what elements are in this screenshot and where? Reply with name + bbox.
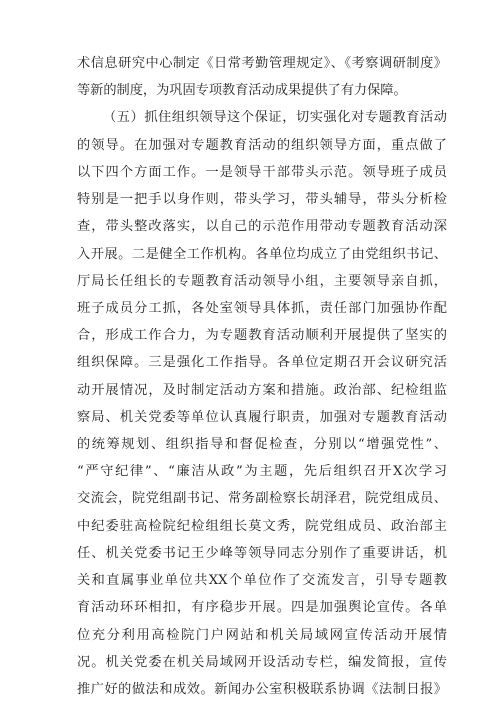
text-line: 合，形成工作合力，为专题教育活动顺利开展提供了坚实的	[77, 328, 447, 343]
text-line: 任、机关党委书记王少峰等领导同志分别作了重要讲话，机	[77, 546, 447, 561]
text-line: 育活动环环相扣，有序稳步开展。四是加强舆论宣传。各单	[77, 600, 447, 615]
text-line: 查，带头整改落实，以自己的示范作用带动专题教育活动深	[77, 219, 447, 234]
text-line: 厅局长任组长的专题教育活动领导小组，主要领导亲自抓，	[77, 274, 447, 289]
text-line: 的领导。在加强对专题教育活动的组织领导方面，重点做了	[77, 138, 447, 153]
text-line: 察局、机关党委等单位认真履行职责，加强对专题教育活动	[77, 410, 447, 425]
text-line: 特别是一把手以身作则，带头学习，带头辅导，带头分析检	[77, 192, 447, 207]
text-line: 况。机关党委在机关局域网开设活动专栏，编发简报，宣传	[77, 655, 447, 670]
text-line: 组织保障。三是强化工作指导。各单位定期召开会议研究活	[77, 355, 447, 370]
text-line: （五）抓住组织领导这个保证，切实强化对专题教育活动	[103, 110, 447, 125]
text-line: “严守纪律”、“廉洁从政”为主题，先后组织召开X次学习	[77, 464, 447, 479]
text-line: 位充分利用高检院门户网站和机关局域网宣传活动开展情	[77, 628, 447, 643]
text-line: 推广好的做法和成效。新闻办公室积极联系协调《法制日报》	[77, 682, 447, 697]
text-line: 关和直属事业单位共XX个单位作了交流发言，引导专题教	[77, 573, 447, 588]
text-line: 的统筹规划、组织指导和督促检查，分别以“增强党性”、	[77, 437, 447, 452]
text-line: 动开展情况，及时制定活动方案和措施。政治部、纪检组监	[77, 383, 447, 398]
text-line: 以下四个方面工作。一是领导干部带头示范。领导班子成员	[77, 165, 447, 180]
text-line: 入开展。二是健全工作机构。各单位均成立了由党组织书记、	[77, 247, 447, 262]
text-line: 等新的制度，为巩固专项教育活动成果提供了有力保障。	[77, 83, 407, 98]
text-line: 术信息研究中心制定《日常考勤管理规定》、《考察调研制度》	[77, 56, 447, 71]
text-line: 班子成员分工抓，各处室领导具体抓，责任部门加强协作配	[77, 301, 447, 316]
text-line: 交流会，院党组副书记、常务副检察长胡泽君，院党组成员、	[77, 491, 447, 506]
text-line: 中纪委驻高检院纪检组组长莫文秀，院党组成员、政治部主	[77, 519, 447, 534]
